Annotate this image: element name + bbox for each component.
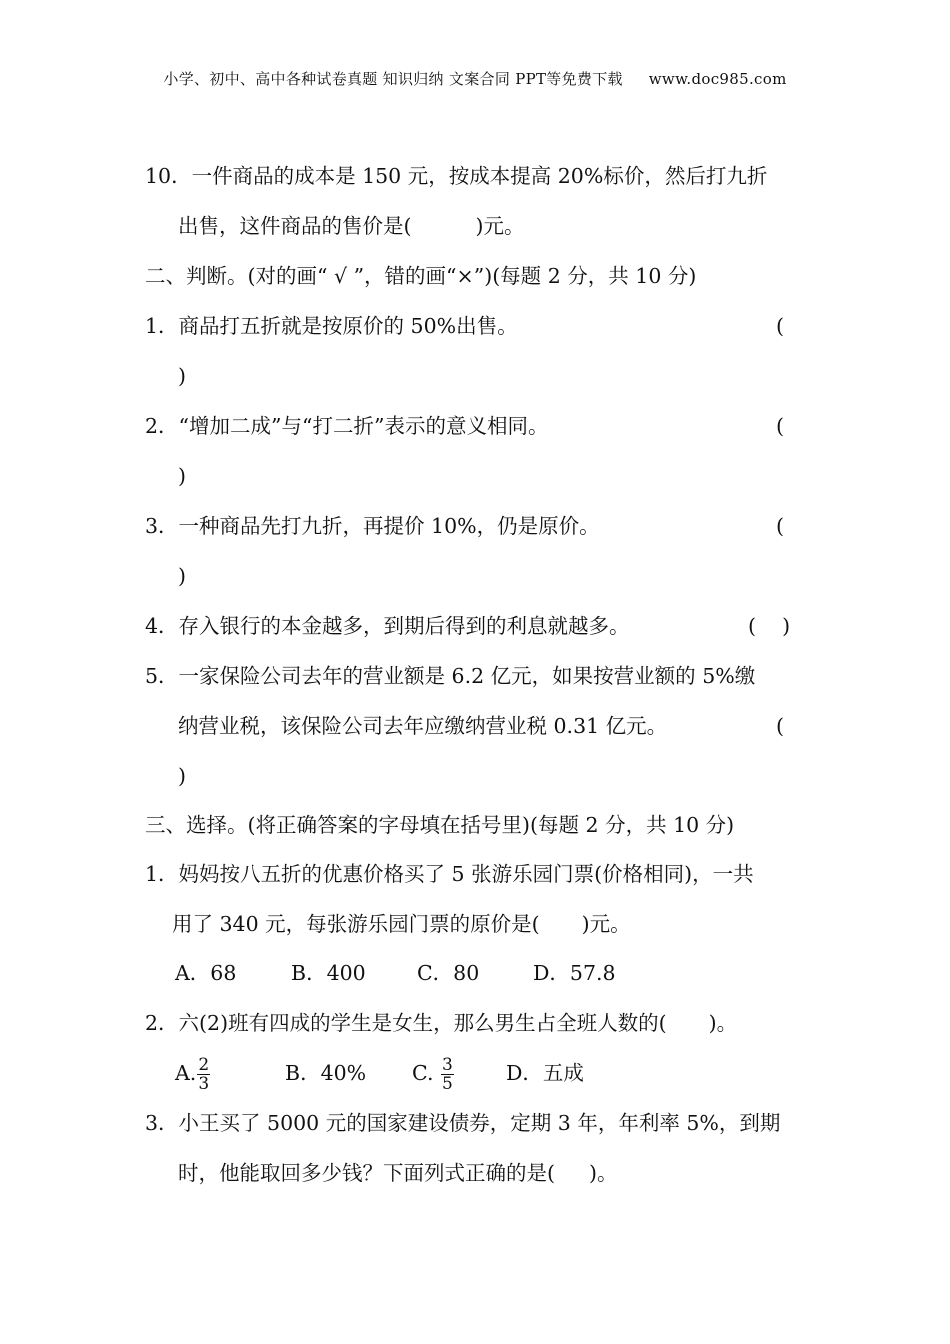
judge-item-2: 2．“增加二成”与“打二折”表示的意义相同。 (145, 414, 549, 438)
q10-line2-end: )元。 (475, 214, 525, 238)
choice-q2-option-a[interactable] (175, 1051, 285, 1095)
choice-q1-option-d[interactable]: D．57.8 (533, 961, 616, 985)
fraction-denominator: 3 (198, 1074, 210, 1094)
choice-q2-option-d[interactable]: D．五成 (506, 1061, 584, 1085)
choice-q2-line1-end: )。 (708, 1011, 738, 1035)
fraction-numerator: 3 (442, 1055, 453, 1075)
judge-item-5-line1: 5．一家保险公司去年的营业额是 6.2 亿元，如果按营业额的 5%缴 (145, 664, 756, 688)
choice-q2-option-c[interactable] (412, 1051, 506, 1095)
q10-line1: 10．一件商品的成本是 150 元，按成本提高 20%标价，然后打九折 (145, 164, 768, 188)
judge-item-1-open[interactable]: ( (776, 314, 784, 338)
choice-q1-line2-start: 用了 340 元，每张游乐园门票的原价是( (172, 912, 540, 936)
section3-title: 三、选择。(将正确答案的字母填在括号里)(每题 2 分，共 10 分) (145, 813, 735, 837)
choice-q2-line1 (145, 1008, 737, 1038)
q10-line2-start: 出售，这件商品的售价是( (178, 214, 412, 238)
choice-q2-options (175, 1051, 584, 1095)
fraction-numerator: 2 (198, 1055, 210, 1075)
fraction-denominator: 5 (442, 1074, 453, 1094)
fraction-three-fifths (441, 1056, 454, 1093)
judge-item-2-close: ) (178, 464, 186, 488)
judge-item-3: 3．一种商品先打九折，再提价 10%，仍是原价。 (145, 514, 600, 538)
choice-q3-line2-start: 时，他能取回多少钱？下面列式正确的是( (178, 1161, 555, 1185)
header-url[interactable]: www.doc985.com (648, 70, 787, 88)
choice-q2-line1-start: 2．六(2)班有四成的学生是女生，那么男生占全班人数的( (145, 1011, 667, 1035)
judge-item-4-answer[interactable]: ( ) (748, 614, 791, 638)
choice-q2-option-b[interactable]: B．40% (285, 1061, 367, 1085)
judge-item-1-close: ) (178, 364, 186, 388)
fraction-two-thirds (197, 1056, 210, 1093)
choice-q1-line1: 1．妈妈按八五折的优惠价格买了 5 张游乐园门票(价格相同)，一共 (145, 862, 754, 886)
choice-q3-line2 (178, 1158, 618, 1188)
choice-q1-option-c[interactable]: C．80 (417, 961, 480, 985)
judge-item-1: 1．商品打五折就是按原价的 50%出售。 (145, 314, 518, 338)
judge-item-5-open[interactable]: ( (776, 714, 784, 738)
page-header (0, 68, 950, 89)
judge-item-2-open[interactable]: ( (776, 414, 784, 438)
choice-q2-option-a-label: A. (175, 1061, 197, 1085)
choice-q1-option-a[interactable]: A．68 (175, 961, 237, 985)
q10-line2 (178, 211, 525, 241)
section2-title: 二、判断。(对的画“ √ ”，错的画“×”)(每题 2 分，共 10 分) (145, 264, 697, 288)
choice-q2-option-c-label: C. (412, 1061, 434, 1085)
header-text: 小学、初中、高中各种试卷真题 知识归纳 文案合同 PPT等免费下载 (163, 70, 623, 88)
choice-q1-line2 (172, 909, 631, 939)
choice-q1-option-b[interactable]: B．400 (291, 961, 366, 985)
judge-item-3-close: ) (178, 564, 186, 588)
choice-q1-line2-end: )元。 (581, 912, 631, 936)
choice-q1-options (175, 958, 616, 988)
choice-q3-line1: 3．小王买了 5000 元的国家建设债券，定期 3 年，年利率 5%，到期 (145, 1111, 781, 1135)
judge-item-4: 4．存入银行的本金越多，到期后得到的利息就越多。 (145, 614, 630, 638)
judge-item-5-close: ) (178, 764, 186, 788)
choice-q3-line2-end: )。 (589, 1161, 618, 1185)
judge-item-3-open[interactable]: ( (776, 514, 784, 538)
judge-item-5-line2: 纳营业税，该保险公司去年应缴纳营业税 0.31 亿元。 (178, 714, 668, 738)
